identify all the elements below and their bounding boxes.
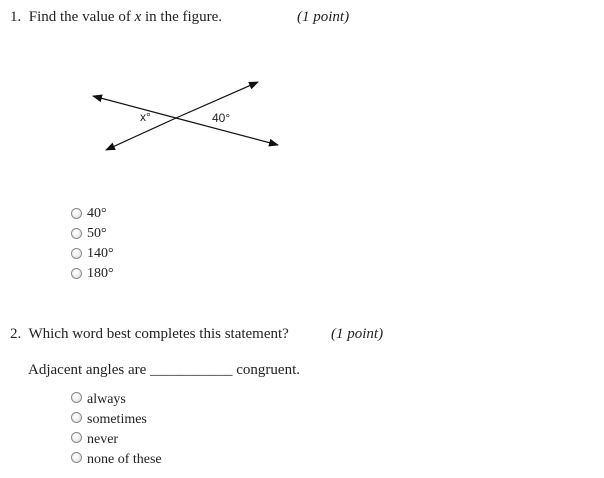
q1-option-2-label[interactable]: 50° <box>87 226 107 241</box>
q2-header <box>10 326 289 343</box>
q2-option-3-radio[interactable] <box>71 432 82 443</box>
q2-option-2-label[interactable]: sometimes <box>87 412 147 427</box>
q2-option-1-label[interactable]: always <box>87 392 126 407</box>
q2-statement: Adjacent angles are ___________ congruent. <box>28 362 300 378</box>
q1-number: 1. <box>10 9 22 25</box>
q1-option-4-radio[interactable] <box>71 268 82 279</box>
q2-text: Which word best completes this statement? <box>28 326 289 342</box>
q1-option-4-label[interactable]: 180° <box>87 266 114 281</box>
angle-label-40: 40° <box>212 111 231 125</box>
intersecting-lines-figure <box>80 75 290 160</box>
q1-points: (1 point) <box>297 9 350 25</box>
q1-variable: x <box>134 9 142 25</box>
q1-option-1-radio[interactable] <box>71 208 82 219</box>
q2-option-4-radio[interactable] <box>71 452 82 463</box>
q1-option-1-label[interactable]: 40° <box>87 206 107 221</box>
q1-option-3-radio[interactable] <box>71 248 82 259</box>
q2-option-2-radio[interactable] <box>71 412 82 423</box>
q2-option-4-label[interactable]: none of these <box>87 452 162 467</box>
q1-option-3-label[interactable]: 140° <box>87 246 114 261</box>
q2-option-3-label[interactable]: never <box>87 432 119 447</box>
q1-text-after: in the figure. <box>141 9 223 25</box>
q2-number: 2. <box>10 326 22 342</box>
q1-text-before: Find the value of <box>28 9 135 25</box>
q1-header <box>10 9 222 26</box>
line-a <box>93 96 176 118</box>
q1-option-2-radio[interactable] <box>71 228 82 239</box>
angle-label-x: x° <box>140 110 151 124</box>
q2-points: (1 point) <box>331 326 384 342</box>
q2-option-1-radio[interactable] <box>71 392 82 403</box>
